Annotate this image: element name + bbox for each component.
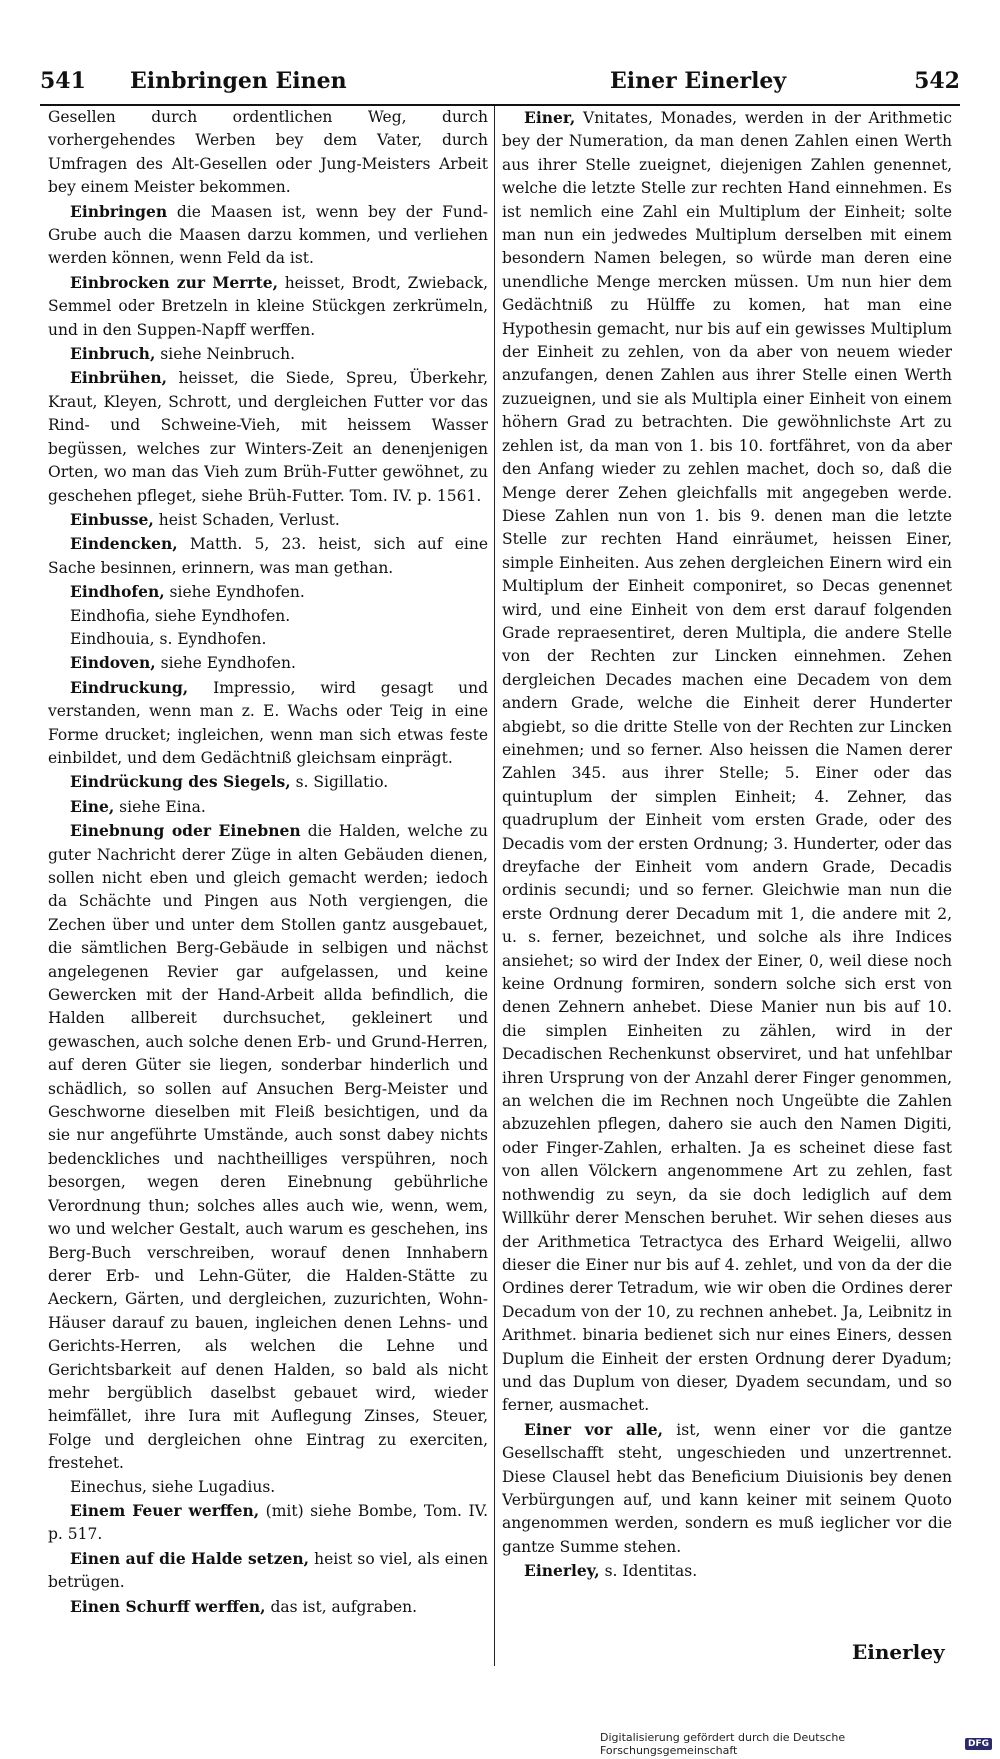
- entry-text: heisset, die Siede, Spreu, Überkehr, Kraut, Kleyen, Schrott, und dergleichen Futter vor das Rind- und Schweine-Vieh, mit heissem Wasser begüssen, welches zur Winters-Zeit an denenjenigen Orten, wo man das Vieh zum Brüh-Futter gewöhnet, zu geschehen pfleget, siehe Brüh-Futter. Tom. IV. p. 1561.: [48, 369, 488, 505]
- header-keyword-right: Einer Einerley: [610, 68, 787, 94]
- entry-text: (mit) siehe Bombe, Tom. IV. p. 517.: [48, 1501, 488, 1544]
- dictionary-entry: [502, 1418, 952, 1559]
- entry-text: Impressio, wird gesagt und verstanden, wenn man z. E. Wachs oder Teig in eine Forme drucket; ingleichen, wenn man sich etwas feste einbildet, und dem Gedächtniß gleichsam einprägt.: [48, 678, 488, 767]
- dictionary-entry: [48, 366, 488, 507]
- entry-text: Vnitates, Monades, werden in der Arithmetic bey der Numeration, da man denen Zahlen einen Werth aus ihrer Stelle zueignet, diejenigen Zahlen genennet, welche die letzte Stelle zur rechten Hand einnehmen. Es ist nemlich eine Zahl ein Multiplum der Einheit; solte man nun ein jedwedes Multiplum derselben mit einem besondern Namen belegen, so würde man deren eine unendliche Menge mercken müssen. Um nun hier dem Gedächtniß zu Hülffe zu komen, hat man eine Hypothesin gemacht, nur bis auf ein gewisses Multiplum der Einheit zu zehlen, von da aber von neuem wieder anzufangen, denen Zahlen aus ihrer Stelle einen Werth zuzueignen, und sie als Multipla einer Einheit von einem höhern Grad zu betrachten. Die gewöhnlichste Art zu zehlen ist, da man von 1. bis 10. fortfähret, von da aber den Anfang wieder zu zehlen machet, doch so, daß die Menge derer Zehen gleichfalls mit angegeben werde. Diese Zahlen nun von 1. bis 9. denen man die letzte Stelle zur rechten Hand einräumet, heissen Einer, simple Einheiten. Aus zehen dergleichen Einern wird ein Multiplum der Einheit componiret, so Decas genennet wird, und eine Einheit von dem erst darauf folgenden Grade repraesentiret, deren Multipla, die andere Stelle von der Rechten zur Lincken einnehmen. Zehen dergleichen Decades machen eine Decadem von dem andern Grade, welche die Einheit derer Hunderter abgiebt, so die dritte Stelle von der Rechten zur Lincken einehmen; und so ferner. Also heissen die Namen derer Zahlen 345. aus ihrer Stelle; 5. Einer oder das quintuplum der simplen Einheit; 4. Zehner, das quadruplum der Einheit vom ersten Grade, oder des Decadis vom der ersten Ordnung; 3. Hunderter, oder das dreyfache der Einheit vom andern Grade, Decadis ordinis secundi; und so ferner. Gleichwie man nun die erste Ordnung derer Decadum mit 1, die andere mit 2, u. s. ferner, bezeichnet, und solche als ihre Indices ansiehet; so wird der Index der Einer, 0, weil diese noch keine Ordnung formiren, sondern solche sich erst von denen Zehnern anhebet. Diese Manier nun bis auf 10. die simplen Einheiten zu zählen, wird in der Decadischen Rechenkunst observiret, und hat unfehlbar ihren Ursprung von der Anzahl derer Finger genommen, an welchen die im Rechnen noch Ungeübte die Zahlen abzuzehlen pflegen, dahero sie auch den Namen Digiti, oder Finger-Zahlen, erhalten. Ja es scheinet diese fast von allen Völckern angenommene Art zu zehlen, fast nothwendig zu seyn, da sie doch lediglich auf dem Willkühr derer Menschen beruhet. Wir sehen dieses aus der Arithmetica Tetractyca des Erhard Weigelii, allwo dieser die Einer nur bis auf 4. zehlet, und von da der die Ordines derer Tetradum, wie wir oben die Ordines derer Decadum von der 10, zu rechnen anhebet. Ja, Leibnitz in Arithmet. binaria bedienet sich nur eines Einers, dessen Duplum die Einheit der ersten Ordnung derer Dyadum; und das Duplum von dieser, Dyadem secundam, und so ferner, ausmachet.: [502, 109, 952, 1415]
- catchword: Einerley: [852, 1640, 945, 1664]
- dictionary-entry: [502, 1559, 952, 1583]
- dictionary-entry: [48, 795, 488, 819]
- entry-text: die Halden, welche zu guter Nachricht derer Züge in alten Gebäuden dienen, sollen nicht eben und gleich gemacht werden; iedoch da Schächte und Pingen aus Noth vergiengen, die Zechen über und unter dem Stollen gantz ausgebauet, die sämtlichen Berg-Gebäude in selbigen und nächst angelegenen Revier gar aufgelassen, und keine Gewercken mit der Hand-Arbeit allda befindlich, die Halden allbereit durchsuchet, gekleinert und gewaschen, auch solche denen Erb- und Grund-Herren, auf deren Güter sie liegen, sonderbar hinderlich und schädlich, so sollen auf Ansuchen Berg-Meister und Geschworne dieselben mit Fleiß besichtigen, und da sie nur angeführte Umstände, auch sonst dabey nichts bedenckliches und nachtheilliges verspühren, noch besorgen, wegen deren Einebnung gebührliche Verordnung thun; solches alles auch wie, wenn, wem, wo und welcher Gestalt, auch warum es geschehen, ins Berg-Buch verschreiben, worauf denen Innhabern derer Erb- und Lehn-Güter, die Halden-Stätte zu Aeckern, Gärten, und dergleichen, zuzurichten, Wohn-Häuser darauf zu bauen, ingleichen denen Lehns- und Gerichts-Herren, als welchen die Lehne und Gerichtsbarkeit auf denen Halden, so bald als nicht mehr bergüblich daselbst gebauet wird, wieder heimfället, ihre Iura mit Auflegung Zinses, Steuer, Folge und dergleichen ohne Eintrag zu exerciten, frestehet.: [48, 822, 488, 1473]
- dictionary-entry: [48, 200, 488, 271]
- entry-text: siehe Eyndhofen.: [164, 583, 305, 602]
- running-header: [40, 68, 960, 102]
- entry-lemma: Einebnung oder Einebnen: [70, 821, 301, 841]
- dictionary-entry: [48, 676, 488, 771]
- entry-text: Einechus, siehe Lugadius.: [70, 1477, 276, 1496]
- digitization-footer: [600, 1731, 992, 1757]
- right-column: [502, 106, 952, 1646]
- dictionary-entry: [48, 1547, 488, 1595]
- entry-text: das ist, aufgraben.: [265, 1597, 418, 1616]
- entry-lemma: Eine,: [70, 796, 115, 816]
- entry-text: s. Identitas.: [599, 1562, 698, 1581]
- dictionary-entry: [48, 1476, 488, 1499]
- entry-lemma: Eindhofen,: [70, 582, 165, 602]
- entry-text: Gesellen durch ordentlichen Weg, durch vorhergehendes Werben bey dem Vater, durch Umfragen des Alt-Gesellen oder Jung-Meisters Arbeit bey einem Meister bekommen.: [48, 108, 488, 197]
- dictionary-entry: [48, 605, 488, 628]
- entry-lemma: Eindoven,: [70, 653, 156, 673]
- entry-text: heisset, Brodt, Zwieback, Semmel oder Bretzeln in kleine Stückgen zerkrümeln, und in den Suppen-Napff werffen.: [48, 273, 488, 339]
- entry-text: s. Sigillatio.: [290, 773, 389, 792]
- entry-lemma: Einbringen: [70, 201, 168, 221]
- entry-text: Matth. 5, 23. heist, sich auf eine Sache besinnen, erinnern, was man gethan.: [48, 535, 488, 577]
- entry-text: die Maasen ist, wenn bey der Fund-Grube auch die Maasen darzu kommen, und verliehen werden können, wenn Feld da ist.: [48, 202, 488, 268]
- page-number-right: 542: [914, 68, 960, 94]
- entry-text: heist Schaden, Verlust.: [153, 510, 340, 529]
- entry-lemma: Einer vor alle,: [524, 1419, 664, 1439]
- entry-text: siehe Eina.: [114, 797, 206, 816]
- dictionary-entry: [48, 342, 488, 366]
- dfg-logo: DFG: [965, 1738, 992, 1750]
- column-divider: [494, 106, 495, 1666]
- header-keyword-left: Einbringen Einen: [130, 68, 347, 94]
- entry-text: siehe Eyndhofen.: [155, 654, 296, 673]
- entry-lemma: Einbusse,: [70, 509, 154, 529]
- footer-text: Digitalisierung gefördert durch die Deutsche Forschungsgemeinschaft: [600, 1731, 846, 1757]
- entry-lemma: Eindencken,: [70, 534, 178, 554]
- entry-text: Eindhofia, siehe Eyndhofen.: [70, 606, 291, 625]
- entry-text: ist, wenn einer vor die gantze Gesellschafft steht, ungeschieden und unzertrennet. Diese Clausel hebt das Beneficium Diuisionis bey denen Verbürgungen auf, und kann keiner mit seinem Quoto angenommen werden, sondern es muß ieglicher vor die gantze Summe stehen.: [502, 1420, 952, 1556]
- dictionary-entry: [48, 651, 488, 675]
- dictionary-entry: [48, 770, 488, 794]
- dictionary-entry: [48, 106, 488, 200]
- entry-lemma: Eindrückung des Siegels,: [70, 772, 291, 792]
- page-number-left: 541: [40, 68, 86, 94]
- left-column: [48, 106, 488, 1646]
- dictionary-entry: [48, 1499, 488, 1547]
- entry-lemma: Einen auf die Halde setzen,: [70, 1548, 310, 1568]
- entry-lemma: Einbrühen,: [70, 368, 168, 388]
- entry-lemma: Einen Schurff werffen,: [70, 1596, 266, 1616]
- entry-lemma: Einer,: [524, 108, 576, 127]
- dictionary-entry: [48, 1595, 488, 1619]
- entry-text: heist so viel, als einen betrügen.: [48, 1549, 488, 1592]
- dictionary-entry: [48, 819, 488, 1475]
- entry-lemma: Einem Feuer werffen,: [70, 1500, 260, 1520]
- entry-text: siehe Neinbruch.: [155, 345, 296, 364]
- entry-lemma: Einerley,: [524, 1561, 600, 1581]
- entry-lemma: Einbruch,: [70, 344, 156, 364]
- dictionary-entry: [48, 532, 488, 580]
- dictionary-entry: [48, 628, 488, 651]
- entry-lemma: Einbrocken zur Merrte,: [70, 272, 278, 292]
- entry-text: Eindhouia, s. Eyndhofen.: [70, 629, 267, 648]
- dictionary-entry: [48, 271, 488, 342]
- entry-lemma: Eindruckung,: [70, 677, 189, 697]
- dictionary-entry: [48, 580, 488, 604]
- dictionary-entry: [502, 106, 952, 1418]
- dictionary-entry: [48, 508, 488, 532]
